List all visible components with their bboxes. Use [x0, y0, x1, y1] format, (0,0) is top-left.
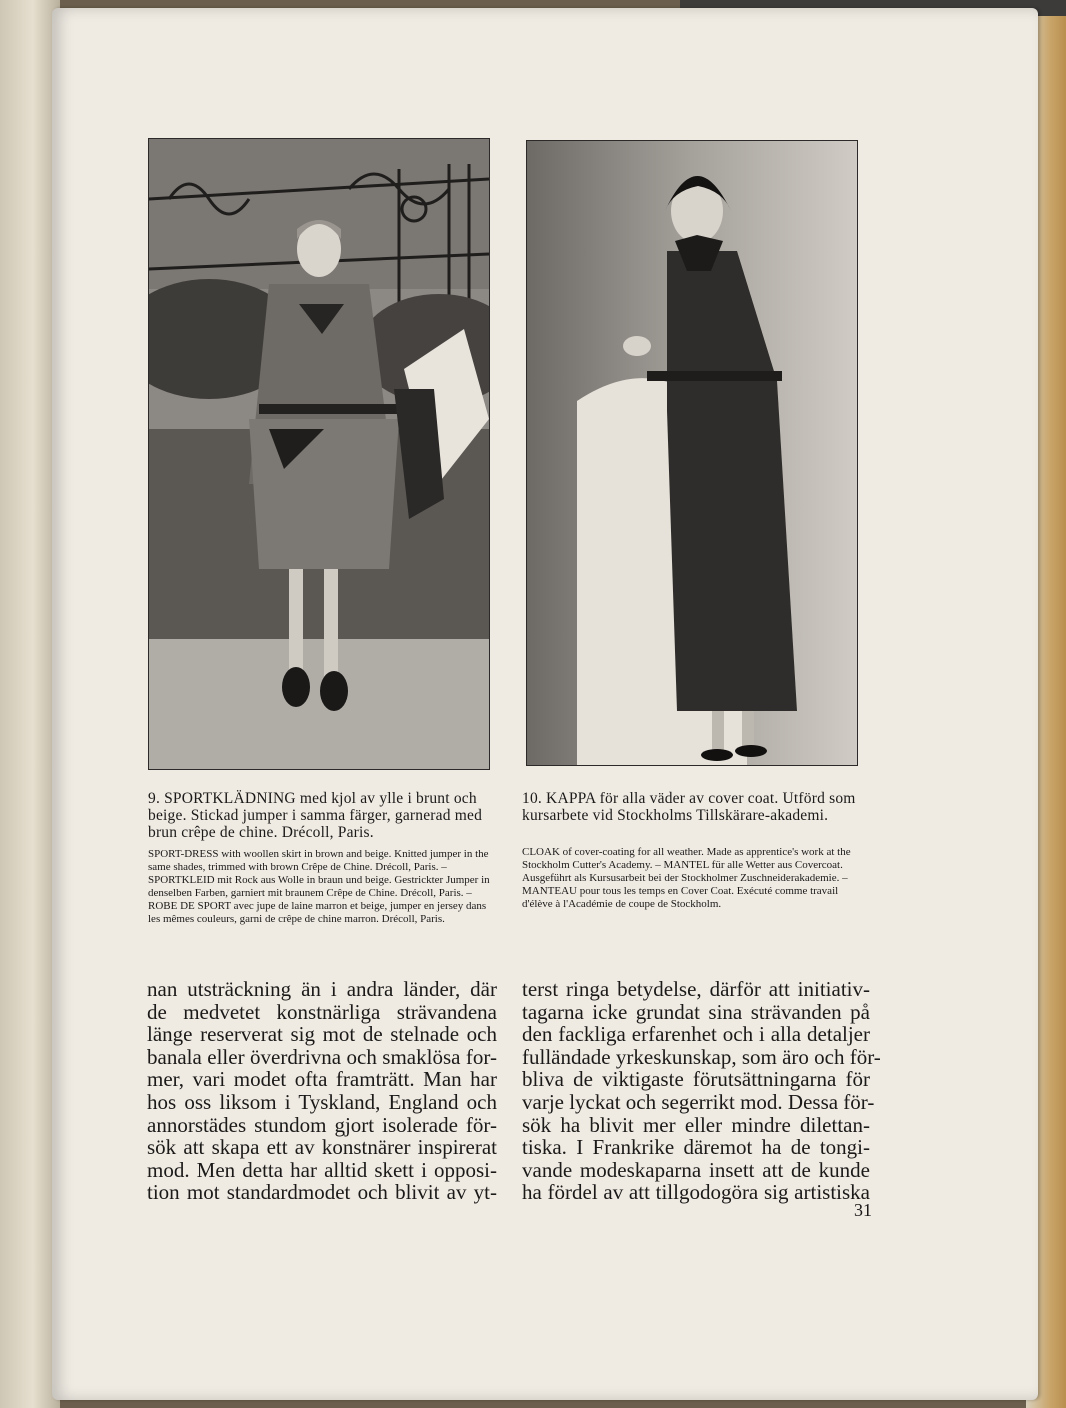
cover-coat-illustration	[527, 141, 857, 765]
body-text-left-column	[147, 978, 497, 1204]
body-line: mer, vari modet ofta framträtt. Man har	[147, 1067, 497, 1092]
body-line: varje lyckat och segerrikt mod. Dessa för-	[522, 1089, 875, 1114]
figure-9-translations: SPORT-DRESS with woollen skirt in brown and beige. Knitted jumper in the same shades, trimmed with brown Crêpe de Chine. Drécoll, Paris. – SPORTKLEID mit Rock aus Wolle in braun und beige. Gestrickter Jumper in denselben Farben, garniert mit braunem Crêpe de Chine. Drécoll, Paris. – ROBE DE SPORT avec jupe de laine marron et beige, jumper en jersey dans les mêmes couleurs, garni de crêpe de chine marron. Drécoll, Paris.	[148, 848, 490, 925]
body-line: nan utsträckning än i andra länder, där	[147, 977, 497, 1001]
body-text-right-column	[522, 977, 881, 1205]
body-line: fulländade yrkeskunskap, som äro och för-	[522, 1044, 881, 1069]
body-line: tiska. I Frankrike däremot ha de tongi-	[522, 1135, 870, 1160]
body-line: vande modeskaparna insett att de kunde	[522, 1157, 870, 1182]
sport-dress-illustration	[149, 139, 489, 769]
body-line: de medvetet konstnärliga strävandena	[147, 999, 497, 1024]
body-line: tion mot standardmodet och blivit av yt-	[147, 1180, 497, 1205]
book-page	[52, 8, 1038, 1400]
body-line: tagarna icke grundat sina strävanden på	[522, 999, 870, 1024]
page-number: 31	[854, 1200, 872, 1220]
previous-page-edge	[0, 0, 60, 1408]
body-line: hos oss liksom i Tyskland, England och	[147, 1089, 497, 1114]
body-line: annorstädes stundom gjort isolerade för-	[147, 1112, 497, 1137]
body-line: mod. Men detta har alltid skett i opposi-	[147, 1157, 497, 1182]
photo-cover-coat	[526, 140, 858, 766]
body-line: terst ringa betydelse, därför att initiativ-	[522, 977, 870, 1001]
body-line: banala eller överdrivna och smaklösa for-	[147, 1044, 497, 1069]
body-line: länge reserverat sig mot de stelnade och	[147, 1022, 497, 1047]
body-line: ha fördel av att tillgodogöra sig artistiska	[522, 1180, 870, 1205]
figure-10-caption: 10. KAPPA för alla väder av cover coat. Utförd som kursarbete vid Stockholms Tillskärare-akademi.	[522, 790, 856, 824]
body-line: den fackliga erfarenhet och i alla detaljer	[522, 1022, 870, 1047]
photo-sport-dress	[148, 138, 490, 770]
figure-9-caption: 9. SPORTKLÄDNING med kjol av ylle i brunt och beige. Stickad jumper i samma färger, garnerad med brun crêpe de chine. Drécoll, Paris.	[148, 790, 483, 841]
body-line: sök ha blivit mer eller mindre dilettan-	[522, 1112, 870, 1137]
figure-10-translations: CLOAK of cover-coating for all weather. Made as apprentice's work at the Stockholm Cutter's Academy. – MANTEL für alle Wetter aus Covercoat. Ausgeführt als Kursusarbeit bei der Stockholmer Zuschneiderakademie. – MANTEAU pour tous les temps en Cover Coat. Exécuté comme travail d'élève à l'Académie de coupe de Stockholm.	[522, 846, 851, 910]
body-line: sök att skapa ett av konstnärer inspirerat	[147, 1135, 497, 1160]
body-line: bliva de viktigaste förutsättningarna för	[522, 1067, 870, 1092]
